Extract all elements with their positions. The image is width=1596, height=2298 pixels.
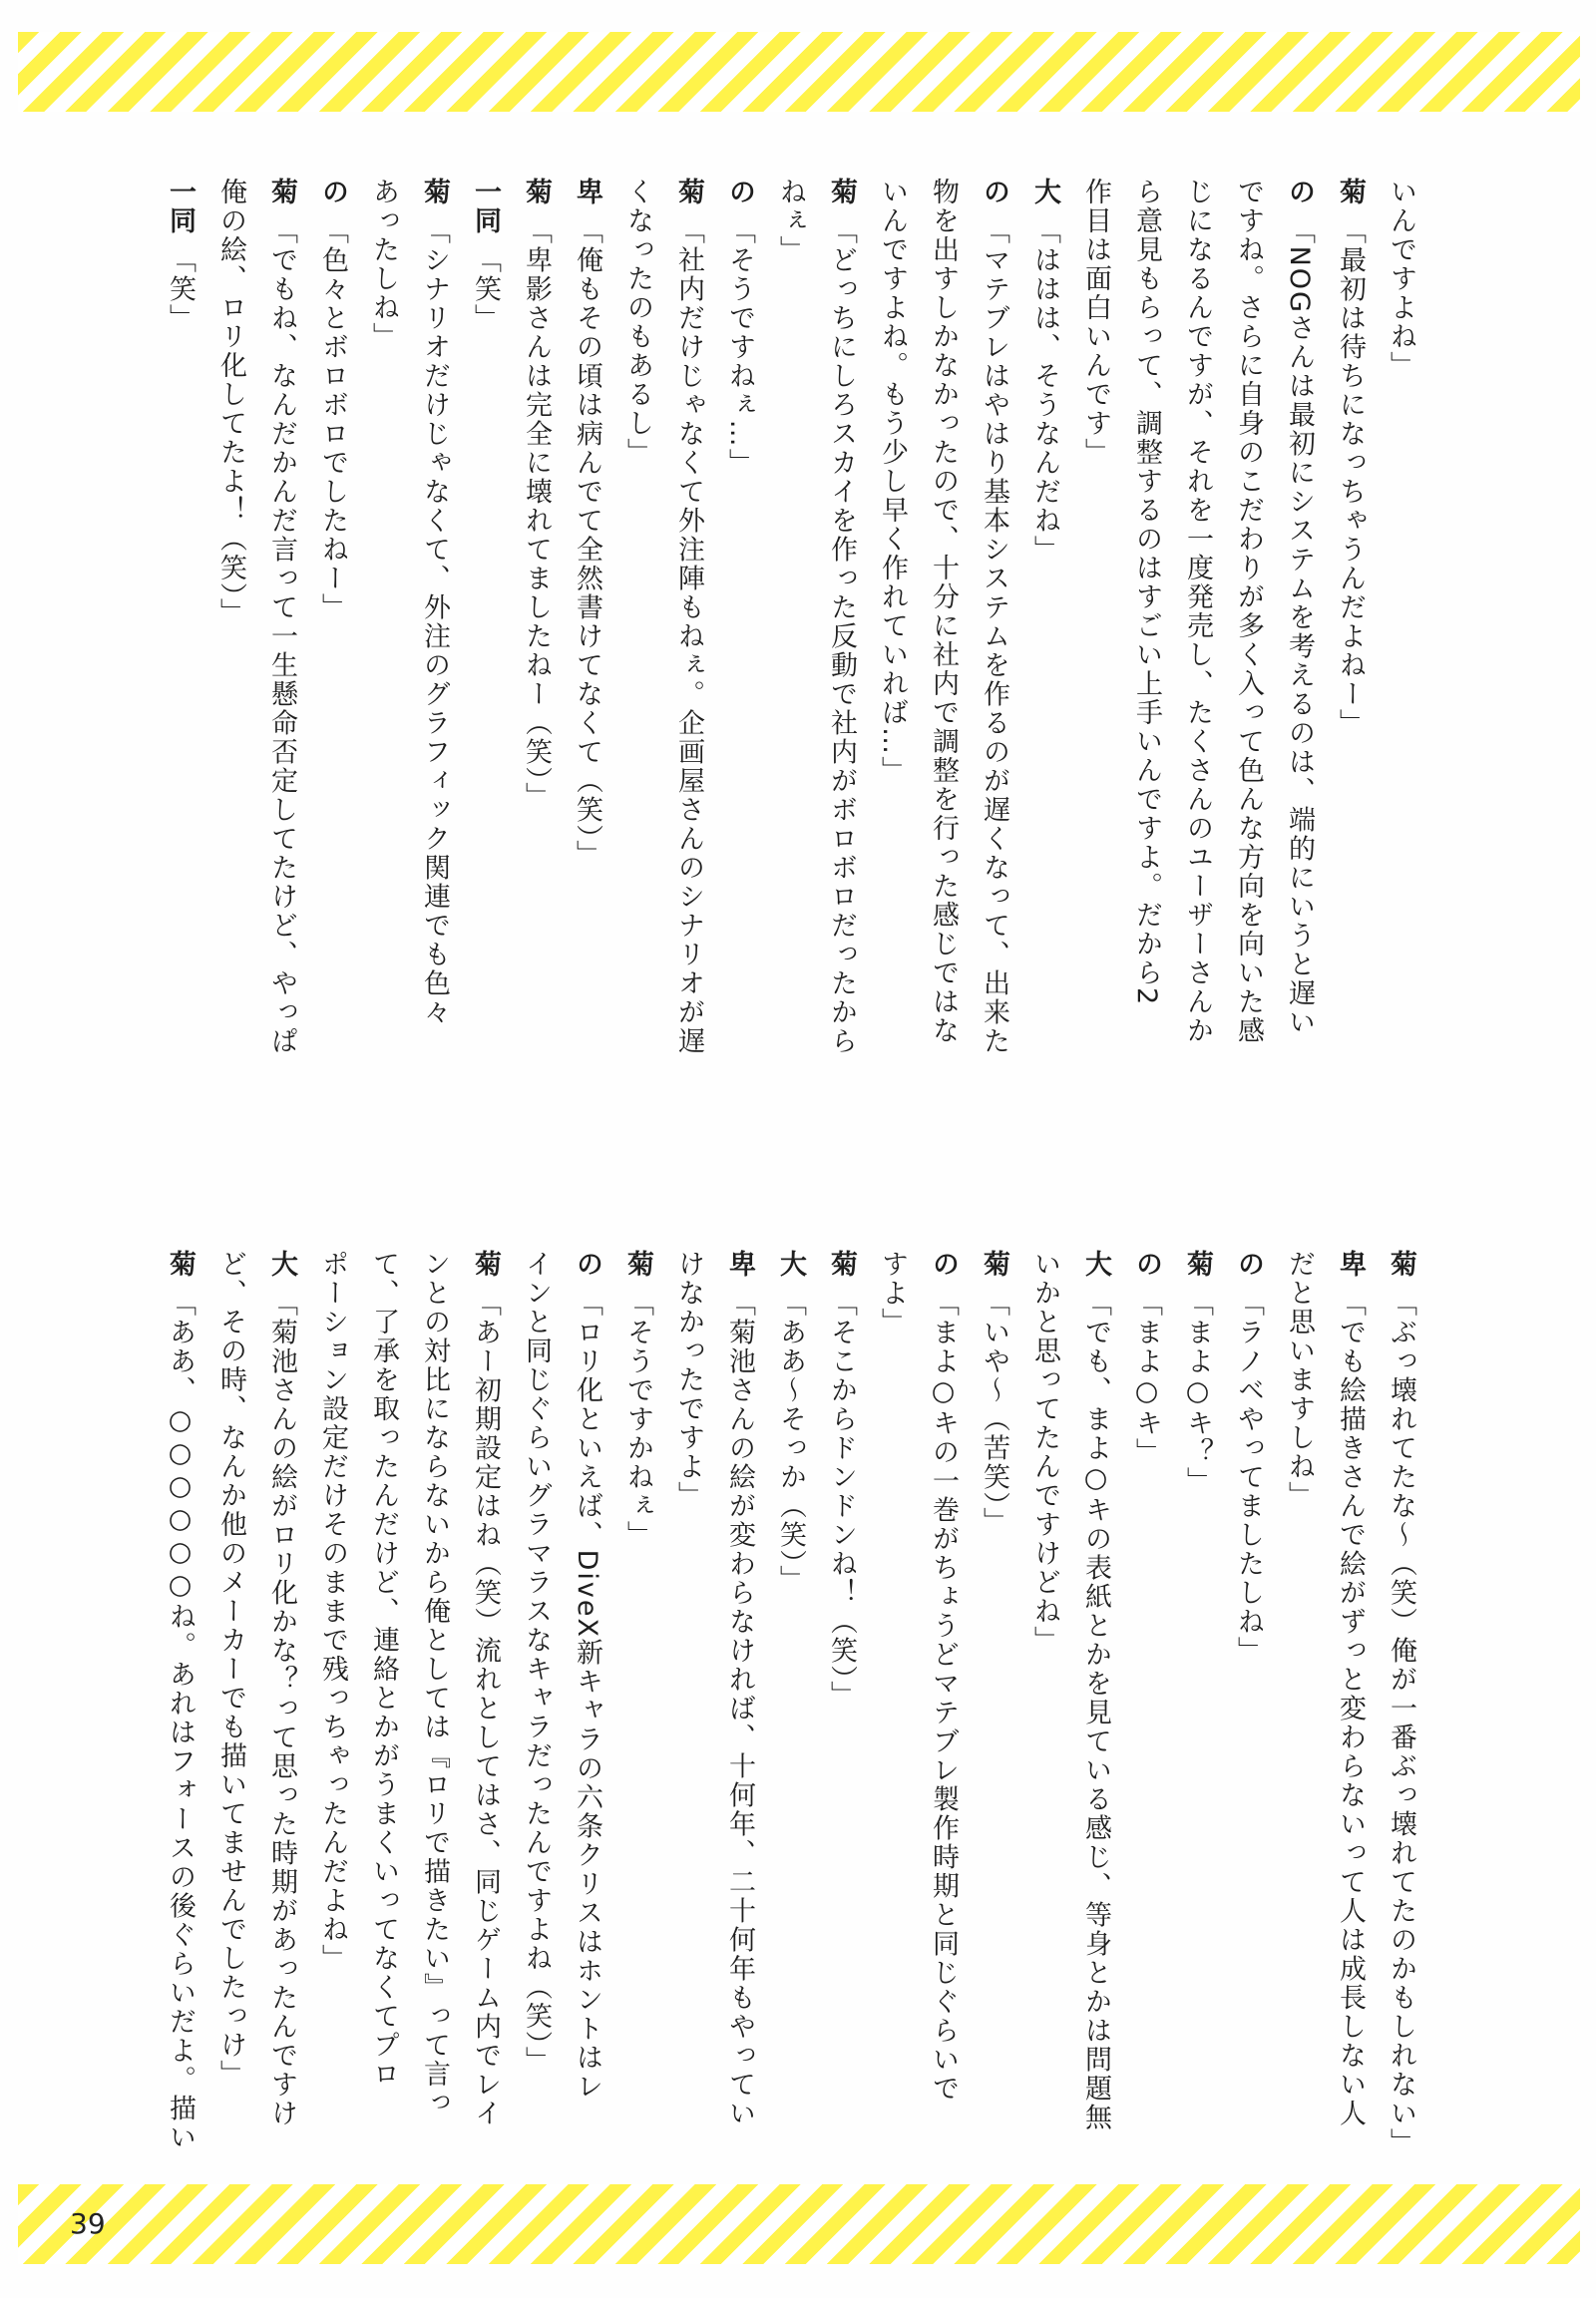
dialogue-text: いかと思ってたんですけどね」 xyxy=(1029,1250,1060,1655)
dialogue-line xyxy=(562,1250,612,2157)
dialogue-text: 「まよ○キ？」 xyxy=(1182,1289,1213,1496)
dialogue-line xyxy=(205,1250,256,2157)
speaker-label: 大 xyxy=(775,1250,806,1279)
speaker-label: 菊 xyxy=(266,178,297,206)
dialogue-line xyxy=(1274,1250,1325,2157)
speaker-label: 菊 xyxy=(1335,178,1366,206)
dialogue-text: 「笑」 xyxy=(165,245,196,333)
dialogue-line xyxy=(714,178,765,1085)
dialogue-text: ど、その時、なんか他のメーカーでも描いてませんでしたっけ」 xyxy=(215,1250,246,2089)
dialogue-line xyxy=(663,1250,714,2157)
bottom-stripe-band xyxy=(18,2184,1580,2264)
dialogue-text: 「でも、まよ○キの表紙とかを見ている感じ、等身とかは問題無 xyxy=(1080,1289,1111,2132)
dialogue-line xyxy=(1376,1250,1426,2157)
dialogue-line xyxy=(307,178,358,1085)
dialogue-line xyxy=(1274,178,1325,1085)
dialogue-text: 「最初は待ちになっちゃうんだよねー」 xyxy=(1335,216,1366,738)
dialogue-line xyxy=(816,178,867,1085)
dialogue-line xyxy=(714,1250,765,2157)
page-number: 39 xyxy=(70,2207,106,2240)
dialogue-line xyxy=(918,1250,969,2157)
dialogue-line xyxy=(1019,178,1070,1085)
dialogue-line xyxy=(155,178,205,1085)
dialogue-line xyxy=(511,1250,562,2157)
dialogue-line xyxy=(1172,178,1223,1085)
dialogue-text: あったしね」 xyxy=(368,178,399,351)
dialogue-line xyxy=(765,178,816,1085)
speaker-label: の xyxy=(928,1250,959,1279)
dialogue-text: 「笑」 xyxy=(470,245,501,333)
dialogue-text: 「NOGさんは最初にシステムを考えるのは、端的にいうと遅い xyxy=(1284,216,1315,1037)
speaker-label: 卑 xyxy=(724,1250,755,1279)
dialogue-line xyxy=(155,1250,205,2157)
speaker-label: 卑 xyxy=(1335,1250,1366,1279)
speaker-label: 菊 xyxy=(622,1250,653,1279)
dialogue-text: 俺の絵、ロリ化してたよ！（笑）」 xyxy=(215,178,246,627)
speaker-label: 菊 xyxy=(521,178,552,206)
dialogue-text: けなかったですよ」 xyxy=(673,1250,704,1510)
dialogue-text: すよ」 xyxy=(877,1250,908,1337)
dialogue-text: 「社内だけじゃなくて外注陣もねぇ。企画屋さんのシナリオが遅 xyxy=(673,216,704,1056)
dialogue-line xyxy=(969,178,1019,1085)
dialogue-section-bottom xyxy=(0,1250,1426,2157)
dialogue-text: 「そうですねぇ…」 xyxy=(724,216,755,478)
speaker-label: 菊 xyxy=(1386,1250,1416,1279)
top-stripe-band xyxy=(18,32,1580,112)
dialogue-text: インと同じぐらいグラマラスなキャラだったんですよね（笑）」 xyxy=(521,1250,552,2076)
speaker-label: 菊 xyxy=(673,178,704,206)
speaker-label: 菊 xyxy=(826,1250,857,1279)
dialogue-text: だと思いますしね」 xyxy=(1284,1250,1315,1510)
dialogue-line xyxy=(969,1250,1019,2157)
dialogue-text: ねぇ」 xyxy=(775,178,806,264)
dialogue-line xyxy=(1019,1250,1070,2157)
dialogue-text: 「俺もその頃は病んでて全然書けてなくて（笑）」 xyxy=(572,216,602,870)
dialogue-text: 物を出すしかなかったので、十分に社内で調整を行った感じではな xyxy=(928,178,959,1045)
dialogue-line xyxy=(1121,178,1172,1085)
dialogue-line xyxy=(1223,1250,1274,2157)
speaker-label: 大 xyxy=(1029,178,1060,206)
dialogue-text: 「どっちにしろスカイを作った反動で社内がボロボロだったから xyxy=(826,216,857,1056)
dialogue-text: 「菊池さんの絵がロリ化かな？って思った時期があったんですけ xyxy=(266,1289,297,2128)
dialogue-text: 「でも絵描きさんで絵がずっと変わらないって人は成長しない人 xyxy=(1335,1289,1366,2128)
speaker-label: 卑 xyxy=(572,178,602,206)
dialogue-line xyxy=(409,178,460,1085)
dialogue-line xyxy=(867,1250,918,2157)
dialogue-line xyxy=(612,1250,663,2157)
speaker-label: 大 xyxy=(266,1250,297,1279)
speaker-label: の xyxy=(1131,1250,1162,1279)
dialogue-text: 「ああ～そっか（笑）」 xyxy=(775,1289,806,1595)
speaker-label: の xyxy=(1284,178,1315,206)
dialogue-line xyxy=(307,1250,358,2157)
speaker-label: 一同 xyxy=(165,178,196,235)
dialogue-line xyxy=(460,178,511,1085)
dialogue-text: 作目は面白いんです」 xyxy=(1080,178,1111,467)
speaker-label: 菊 xyxy=(470,1250,501,1279)
dialogue-line xyxy=(1376,178,1426,1085)
dialogue-text: 「菊池さんの絵が変わらなければ、十何年、二十何年もやってい xyxy=(724,1289,755,2128)
dialogue-text: 「ぶっ壊れてたな～（笑）俺が一番ぶっ壊れてたのかもしれない」 xyxy=(1386,1289,1416,2157)
dialogue-text: じになるんですが、それを一度発売し、たくさんのユーザーさんか xyxy=(1182,178,1213,1045)
dialogue-section-top xyxy=(0,178,1426,1085)
dialogue-line xyxy=(358,178,409,1085)
speaker-label: 大 xyxy=(1080,1250,1111,1279)
dialogue-line xyxy=(409,1250,460,2157)
dialogue-text: 「シナリオだけじゃなくて、外注のグラフィック関連でも色々 xyxy=(419,216,450,1027)
dialogue-line xyxy=(867,178,918,1085)
dialogue-text: 「色々とボロボロでしたねー」 xyxy=(317,216,348,622)
speaker-label: の xyxy=(979,178,1009,206)
dialogue-text: ンとの対比にならないから俺としては『ロリで描きたい』って言っ xyxy=(419,1250,450,2117)
dialogue-line xyxy=(663,178,714,1085)
dialogue-text: ポーション設定だけそのままで残っちゃったんだよね」 xyxy=(317,1250,348,1973)
dialogue-text: 「まよ○キ」 xyxy=(1131,1289,1162,1467)
dialogue-line xyxy=(256,178,307,1085)
dialogue-line xyxy=(358,1250,409,2157)
speaker-label: 菊 xyxy=(826,178,857,206)
speaker-label: の xyxy=(724,178,755,206)
dialogue-line xyxy=(918,178,969,1085)
dialogue-line xyxy=(205,178,256,1085)
dialogue-text: 「マテブレはやはり基本システムを作るのが遅くなって、出来た xyxy=(979,216,1009,1056)
dialogue-text: 「ははは、そうなんだね」 xyxy=(1029,216,1060,565)
dialogue-text: 「そこからドンドンね！（笑）」 xyxy=(826,1289,857,1711)
speaker-label: 菊 xyxy=(979,1250,1009,1279)
dialogue-text: 「ラノベやってましたしね」 xyxy=(1233,1289,1264,1666)
dialogue-line xyxy=(256,1250,307,2157)
speaker-label: 一同 xyxy=(470,178,501,235)
dialogue-line xyxy=(1172,1250,1223,2157)
dialogue-text: ら意見もらって、調整するのはすごい上手いんですよ。だから2 xyxy=(1131,178,1162,1007)
dialogue-text: いんですよね」 xyxy=(1386,178,1416,380)
dialogue-line xyxy=(612,178,663,1085)
dialogue-text: 「卑影さんは完全に壊れてましたねー（笑）」 xyxy=(521,216,552,812)
dialogue-line xyxy=(562,178,612,1085)
speaker-label: 菊 xyxy=(165,1250,196,1279)
dialogue-line xyxy=(816,1250,867,2157)
dialogue-text: くなったのもあるし」 xyxy=(622,178,653,467)
dialogue-text: 「あー初期設定はね（笑）流れとしてはさ、同じゲーム内でレイ xyxy=(470,1289,501,2128)
dialogue-text: 「ああ、○○○○○○ね。あれはフォースの後ぐらいだよ。描い xyxy=(165,1289,196,2152)
dialogue-line xyxy=(1325,178,1376,1085)
dialogue-text: 「そうですかねぇ」 xyxy=(622,1289,653,1550)
dialogue-line xyxy=(460,1250,511,2157)
speaker-label: の xyxy=(572,1250,602,1279)
dialogue-text: 「でもね、なんだかんだ言って一生懸命否定してたけど、やっぱ xyxy=(266,216,297,1056)
dialogue-text: いんですよね。もう少し早く作れていれば…」 xyxy=(877,178,908,785)
dialogue-text: 「いや～（苦笑）」 xyxy=(979,1289,1009,1537)
dialogue-line xyxy=(1223,178,1274,1085)
speaker-label: の xyxy=(317,178,348,206)
dialogue-line xyxy=(1070,178,1121,1085)
speaker-label: 菊 xyxy=(419,178,450,206)
dialogue-line xyxy=(765,1250,816,2157)
speaker-label: 菊 xyxy=(1182,1250,1213,1279)
dialogue-text: 「ロリ化といえば、DiveX新キャラの六条クリスはホントはレ xyxy=(572,1289,602,2102)
speaker-label: の xyxy=(1233,1250,1264,1279)
dialogue-line xyxy=(1325,1250,1376,2157)
dialogue-text: て、了承を取ったんだけど、連絡とかがうまくいってなくてプロ xyxy=(368,1250,399,2089)
dialogue-text: 「まよ○キの一巻がちょうどマテブレ製作時期と同じぐらいで xyxy=(928,1289,959,2104)
dialogue-line xyxy=(1070,1250,1121,2157)
dialogue-line xyxy=(511,178,562,1085)
dialogue-line xyxy=(1121,1250,1172,2157)
dialogue-text: ですね。さらに自身のこだわりが多く入って色んな方向を向いた感 xyxy=(1233,178,1264,1045)
